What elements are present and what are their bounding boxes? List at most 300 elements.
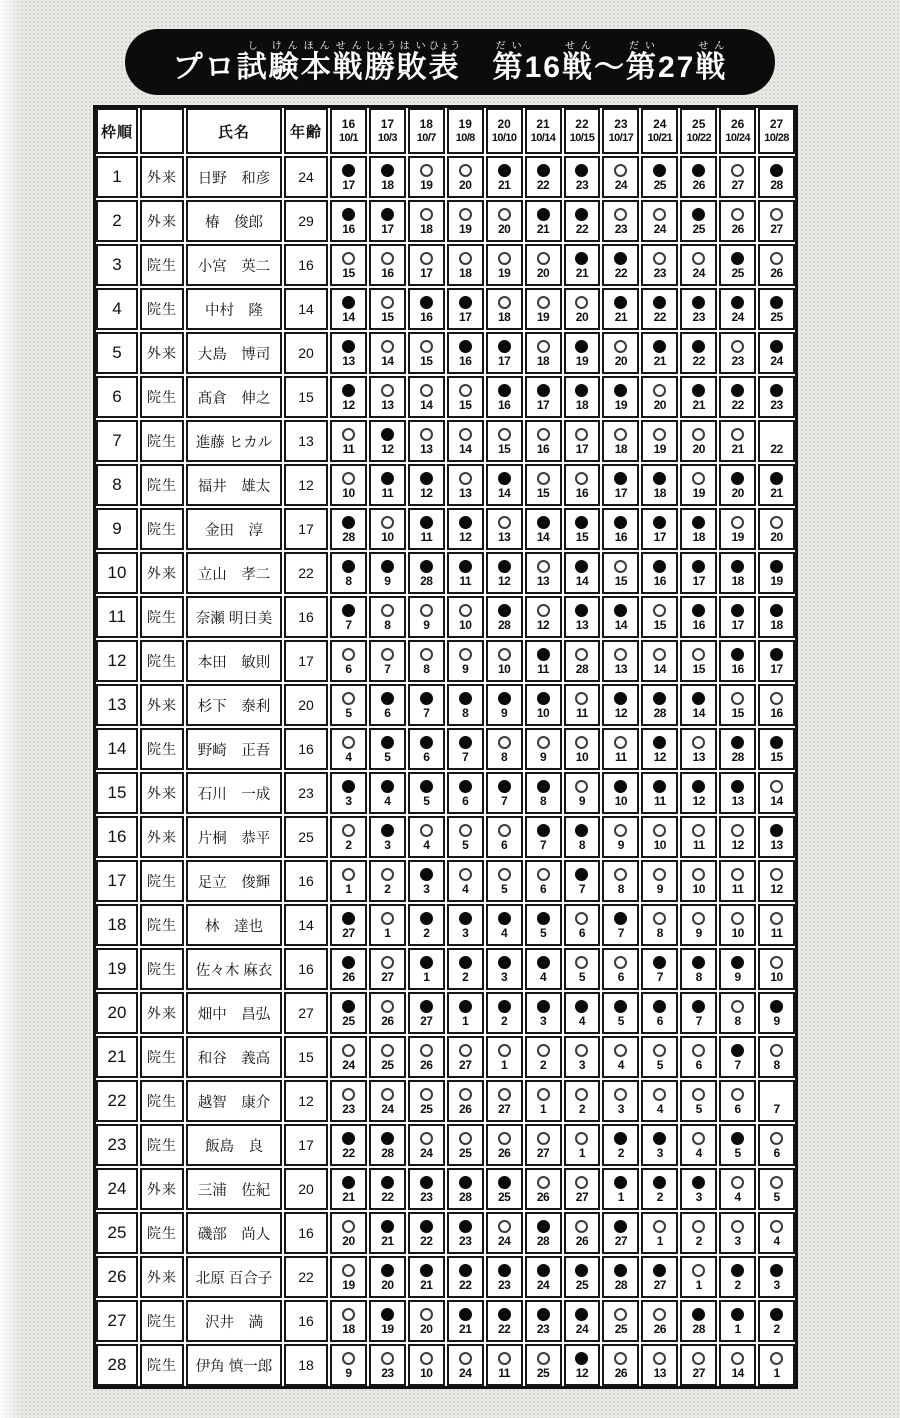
filled-circle-icon xyxy=(770,1264,783,1277)
opponent-number: 20 xyxy=(536,266,550,280)
result-cell xyxy=(330,156,367,198)
opponent-number: 16 xyxy=(731,662,744,676)
opponent-number: 14 xyxy=(536,530,550,544)
result-cell xyxy=(525,772,562,814)
opponent-number: 17 xyxy=(575,442,589,456)
filled-circle-icon xyxy=(498,956,511,969)
opponent-number: 28 xyxy=(692,1322,705,1336)
result-cell xyxy=(330,1300,367,1342)
opponent-number: 21 xyxy=(653,354,666,368)
opponent-number: 22 xyxy=(342,1146,355,1160)
filled-circle-icon xyxy=(614,1132,627,1145)
filled-circle-icon xyxy=(653,1132,666,1145)
opponent-number: 1 xyxy=(501,1058,508,1072)
opponent-number: 11 xyxy=(770,926,783,940)
result-cell xyxy=(564,860,601,902)
opponent-number: 16 xyxy=(692,618,705,632)
result-cell xyxy=(602,1124,639,1166)
open-circle-icon xyxy=(653,1352,666,1365)
open-circle-icon xyxy=(537,560,550,573)
result-cell xyxy=(564,1036,601,1078)
opponent-number: 8 xyxy=(773,1058,780,1072)
open-circle-icon xyxy=(731,1088,744,1101)
header-game xyxy=(447,108,484,154)
filled-circle-icon xyxy=(614,384,627,397)
result-cell xyxy=(602,332,639,374)
result-cell xyxy=(525,420,562,462)
result-cell xyxy=(408,1036,445,1078)
open-circle-icon xyxy=(381,340,394,353)
filled-circle-icon xyxy=(537,692,550,705)
opponent-number: 16 xyxy=(459,354,472,368)
open-circle-icon xyxy=(575,692,588,705)
name-cell: 椿 俊郎 xyxy=(186,200,282,242)
open-circle-icon xyxy=(770,1176,783,1189)
opponent-number: 9 xyxy=(384,574,391,588)
open-circle-icon xyxy=(653,252,666,265)
open-circle-icon xyxy=(381,868,394,881)
game-date: 10/28 xyxy=(764,131,789,144)
filled-circle-icon xyxy=(614,780,627,793)
open-circle-icon xyxy=(575,780,588,793)
opponent-number: 13 xyxy=(342,354,355,368)
opponent-number: 24 xyxy=(731,310,744,324)
status-cell: 外来 xyxy=(140,992,184,1034)
result-cell xyxy=(525,684,562,726)
seed-cell: 28 xyxy=(96,1344,138,1386)
filled-circle-icon xyxy=(459,516,472,529)
open-circle-icon xyxy=(653,208,666,221)
opponent-number: 22 xyxy=(653,310,666,324)
name-cell: 北原 百合子 xyxy=(186,1256,282,1298)
age-cell: 15 xyxy=(284,376,328,418)
opponent-number: 16 xyxy=(653,574,666,588)
result-cell xyxy=(369,464,406,506)
result-cell xyxy=(641,552,678,594)
open-circle-icon xyxy=(614,956,627,969)
result-cell xyxy=(564,640,601,682)
game-date: 10/8 xyxy=(455,131,475,144)
opponent-number: 8 xyxy=(617,882,624,896)
opponent-number: 13 xyxy=(770,838,783,852)
opponent-number: 12 xyxy=(497,574,511,588)
result-cell xyxy=(330,244,367,286)
opponent-number: 26 xyxy=(420,1058,433,1072)
open-circle-icon xyxy=(459,648,472,661)
opponent-number: 5 xyxy=(384,750,391,764)
opponent-number: 3 xyxy=(773,1278,780,1292)
open-circle-icon xyxy=(459,604,472,617)
opponent-number: 17 xyxy=(536,398,550,412)
opponent-number: 6 xyxy=(734,1102,741,1116)
opponent-number: 8 xyxy=(734,1014,741,1028)
result-cell xyxy=(602,508,639,550)
result-cell xyxy=(680,1124,717,1166)
opponent-number: 16 xyxy=(770,706,783,720)
result-cell xyxy=(447,1124,484,1166)
result-cell xyxy=(369,332,406,374)
opponent-number: 20 xyxy=(420,1322,433,1336)
opponent-number: 11 xyxy=(498,1366,510,1380)
opponent-number: 16 xyxy=(420,310,433,324)
open-circle-icon xyxy=(692,1352,705,1365)
filled-circle-icon xyxy=(692,164,705,177)
opponent-number: 7 xyxy=(695,1014,702,1028)
filled-circle-icon xyxy=(459,1000,472,1013)
result-cell xyxy=(564,508,601,550)
opponent-number: 17 xyxy=(692,574,705,588)
result-cell xyxy=(486,244,523,286)
result-cell xyxy=(408,332,445,374)
filled-circle-icon xyxy=(770,604,783,617)
result-cell xyxy=(564,244,601,286)
filled-circle-icon xyxy=(381,208,394,221)
open-circle-icon xyxy=(342,428,355,441)
open-circle-icon xyxy=(342,736,355,749)
filled-circle-icon xyxy=(731,560,744,573)
open-circle-icon xyxy=(420,340,433,353)
filled-circle-icon xyxy=(498,1264,511,1277)
filled-circle-icon xyxy=(420,1000,433,1013)
game-number: 22 xyxy=(575,117,589,132)
open-circle-icon xyxy=(731,208,744,221)
opponent-number: 15 xyxy=(381,310,394,324)
filled-circle-icon xyxy=(342,956,355,969)
filled-circle-icon xyxy=(420,780,433,793)
filled-circle-icon xyxy=(653,1176,666,1189)
opponent-number: 16 xyxy=(575,486,589,500)
name-cell: 三浦 佐紀 xyxy=(186,1168,282,1210)
opponent-number: 20 xyxy=(459,178,472,192)
open-circle-icon xyxy=(770,252,783,265)
opponent-number: 11 xyxy=(459,574,472,588)
filled-circle-icon xyxy=(614,604,627,617)
result-cell xyxy=(525,728,562,770)
result-cell xyxy=(525,376,562,418)
result-cell xyxy=(525,332,562,374)
result-cell xyxy=(408,464,445,506)
filled-circle-icon xyxy=(342,384,355,397)
filled-circle-icon xyxy=(498,912,511,925)
status-cell: 外来 xyxy=(140,1256,184,1298)
opponent-number: 10 xyxy=(536,706,550,720)
opponent-number: 21 xyxy=(381,1234,394,1248)
open-circle-icon xyxy=(770,912,783,925)
filled-circle-icon xyxy=(537,912,550,925)
open-circle-icon xyxy=(575,1132,588,1145)
result-cell xyxy=(525,904,562,946)
opponent-number: 13 xyxy=(614,662,628,676)
opponent-number: 9 xyxy=(462,662,469,676)
opponent-number: 2 xyxy=(539,1058,547,1072)
result-cell xyxy=(719,508,756,550)
filled-circle-icon xyxy=(498,560,511,573)
open-circle-icon xyxy=(420,384,433,397)
open-circle-icon xyxy=(692,252,705,265)
result-cell xyxy=(758,816,795,858)
opponent-number: 28 xyxy=(497,618,511,632)
result-cell xyxy=(564,684,601,726)
opponent-number: 24 xyxy=(770,354,783,368)
result-cell xyxy=(330,464,367,506)
opponent-number: 20 xyxy=(731,486,744,500)
result-cell xyxy=(447,156,484,198)
status-cell: 院生 xyxy=(140,728,184,770)
filled-circle-icon xyxy=(575,1352,588,1365)
opponent-number: 24 xyxy=(497,1234,511,1248)
header-status xyxy=(140,108,184,154)
opponent-number: 22 xyxy=(420,1234,433,1248)
filled-circle-icon xyxy=(342,516,355,529)
result-cell xyxy=(564,816,601,858)
status-cell: 院生 xyxy=(140,464,184,506)
result-cell xyxy=(369,1036,406,1078)
opponent-number: 13 xyxy=(536,574,550,588)
opponent-number: 4 xyxy=(617,1058,624,1072)
open-circle-icon xyxy=(381,1000,394,1013)
opponent-number: 16 xyxy=(614,530,628,544)
result-cell xyxy=(758,728,795,770)
result-cell xyxy=(564,728,601,770)
open-circle-icon xyxy=(381,912,394,925)
opponent-number: 18 xyxy=(653,486,666,500)
filled-circle-icon xyxy=(381,472,394,485)
filled-circle-icon xyxy=(653,956,666,969)
result-cell xyxy=(719,684,756,726)
result-cell xyxy=(758,640,795,682)
opponent-number: 27 xyxy=(381,970,394,984)
opponent-number: 15 xyxy=(692,662,705,676)
opponent-number: 28 xyxy=(770,178,783,192)
filled-circle-icon xyxy=(653,736,666,749)
result-cell xyxy=(408,860,445,902)
game-number: 20 xyxy=(497,117,511,132)
opponent-number: 14 xyxy=(575,574,589,588)
opponent-number: 1 xyxy=(462,1014,469,1028)
result-cell xyxy=(602,244,639,286)
open-circle-icon xyxy=(498,1088,511,1101)
age-cell: 14 xyxy=(284,904,328,946)
result-cell xyxy=(525,948,562,990)
age-cell: 17 xyxy=(284,640,328,682)
opponent-number: 27 xyxy=(420,1014,433,1028)
filled-circle-icon xyxy=(770,1000,783,1013)
result-cell xyxy=(486,200,523,242)
name-cell: 佐々木 麻衣 xyxy=(186,948,282,990)
filled-circle-icon xyxy=(420,516,433,529)
name-cell: 中村 隆 xyxy=(186,288,282,330)
age-cell: 22 xyxy=(284,552,328,594)
opponent-number: 27 xyxy=(653,1278,666,1292)
result-cell xyxy=(602,156,639,198)
result-cell xyxy=(719,860,756,902)
filled-circle-icon xyxy=(459,1176,472,1189)
filled-circle-icon xyxy=(692,1308,705,1321)
open-circle-icon xyxy=(342,1088,355,1101)
result-cell xyxy=(641,332,678,374)
filled-circle-icon xyxy=(614,692,627,705)
filled-circle-icon xyxy=(731,1132,744,1145)
open-circle-icon xyxy=(575,428,588,441)
open-circle-icon xyxy=(537,1352,550,1365)
opponent-number: 22 xyxy=(731,398,744,412)
open-circle-icon xyxy=(770,780,783,793)
result-cell xyxy=(758,244,795,286)
filled-circle-icon xyxy=(770,1308,783,1321)
opponent-number: 8 xyxy=(578,838,586,852)
filled-circle-icon xyxy=(342,340,355,353)
result-cell xyxy=(330,288,367,330)
result-cell xyxy=(330,684,367,726)
result-cell xyxy=(564,288,601,330)
result-cell xyxy=(602,1256,639,1298)
name-cell: 杉下 泰利 xyxy=(186,684,282,726)
game-date: 10/14 xyxy=(530,131,556,144)
opponent-number: 4 xyxy=(384,794,391,808)
result-cell xyxy=(369,1124,406,1166)
opponent-number: 1 xyxy=(539,1102,547,1116)
open-circle-icon xyxy=(731,164,744,177)
open-circle-icon xyxy=(614,208,627,221)
result-cell xyxy=(447,332,484,374)
result-cell xyxy=(719,640,756,682)
result-cell xyxy=(758,464,795,506)
result-cell xyxy=(525,1344,562,1386)
filled-circle-icon xyxy=(653,516,666,529)
opponent-number: 9 xyxy=(773,1014,780,1028)
game-date: 10/17 xyxy=(608,131,634,144)
filled-circle-icon xyxy=(459,692,472,705)
result-cell xyxy=(408,728,445,770)
filled-circle-icon xyxy=(731,252,744,265)
status-cell: 外来 xyxy=(140,816,184,858)
result-cell xyxy=(447,640,484,682)
result-cell xyxy=(758,1080,795,1122)
opponent-number: 20 xyxy=(381,1278,394,1292)
opponent-number: 20 xyxy=(653,398,666,412)
name-cell: 小宮 英二 xyxy=(186,244,282,286)
age-cell: 16 xyxy=(284,1300,328,1342)
result-cell xyxy=(447,596,484,638)
opponent-number: 15 xyxy=(420,354,433,368)
status-cell: 院生 xyxy=(140,1300,184,1342)
opponent-number: 26 xyxy=(536,1190,550,1204)
result-cell xyxy=(525,860,562,902)
result-cell xyxy=(719,464,756,506)
result-cell xyxy=(758,948,795,990)
result-cell xyxy=(641,772,678,814)
filled-circle-icon xyxy=(537,516,550,529)
result-cell xyxy=(486,728,523,770)
filled-circle-icon xyxy=(420,912,433,925)
seed-cell: 12 xyxy=(96,640,138,682)
open-circle-icon xyxy=(498,296,511,309)
result-cell xyxy=(369,1212,406,1254)
opponent-number: 2 xyxy=(734,1278,741,1292)
open-circle-icon xyxy=(770,208,783,221)
open-circle-icon xyxy=(459,1044,472,1057)
opponent-number: 13 xyxy=(575,618,589,632)
seed-cell: 17 xyxy=(96,860,138,902)
opponent-number: 10 xyxy=(614,794,628,808)
filled-circle-icon xyxy=(575,560,588,573)
opponent-number: 25 xyxy=(653,178,666,192)
status-cell: 院生 xyxy=(140,508,184,550)
open-circle-icon xyxy=(381,1088,394,1101)
seed-cell: 8 xyxy=(96,464,138,506)
filled-circle-icon xyxy=(537,956,550,969)
result-cell xyxy=(564,904,601,946)
opponent-number: 25 xyxy=(575,1278,589,1292)
opponent-number: 19 xyxy=(575,354,589,368)
opponent-number: 4 xyxy=(695,1146,702,1160)
age-cell: 16 xyxy=(284,728,328,770)
result-cell xyxy=(408,1300,445,1342)
opponent-number: 17 xyxy=(653,530,666,544)
opponent-number: 14 xyxy=(614,618,628,632)
open-circle-icon xyxy=(653,1308,666,1321)
result-cell xyxy=(369,596,406,638)
result-cell xyxy=(719,1256,756,1298)
result-cell xyxy=(408,1344,445,1386)
result-cell xyxy=(525,1300,562,1342)
filled-circle-icon xyxy=(692,1000,705,1013)
result-cell xyxy=(369,992,406,1034)
opponent-number: 18 xyxy=(731,574,744,588)
open-circle-icon xyxy=(459,208,472,221)
opponent-number: 19 xyxy=(770,574,783,588)
filled-circle-icon xyxy=(420,560,433,573)
status-cell: 院生 xyxy=(140,1212,184,1254)
name-cell: 和谷 義高 xyxy=(186,1036,282,1078)
status-cell: 外来 xyxy=(140,1168,184,1210)
result-cell xyxy=(680,1080,717,1122)
open-circle-icon xyxy=(692,1264,705,1277)
filled-circle-icon xyxy=(575,384,588,397)
opponent-number: 3 xyxy=(734,1234,741,1248)
filled-circle-icon xyxy=(614,1220,627,1233)
game-number: 24 xyxy=(653,117,667,132)
result-cell xyxy=(680,552,717,594)
result-cell xyxy=(758,332,795,374)
header-game xyxy=(486,108,523,154)
filled-circle-icon xyxy=(653,296,666,309)
filled-circle-icon xyxy=(381,164,394,177)
opponent-number: 7 xyxy=(423,706,430,720)
opponent-number: 21 xyxy=(614,310,628,324)
opponent-number: 1 xyxy=(345,882,352,896)
result-cell xyxy=(719,904,756,946)
seed-cell: 21 xyxy=(96,1036,138,1078)
status-cell: 院生 xyxy=(140,1080,184,1122)
filled-circle-icon xyxy=(770,340,783,353)
opponent-number: 25 xyxy=(731,266,744,280)
opponent-number: 8 xyxy=(501,750,508,764)
filled-circle-icon xyxy=(731,1308,744,1321)
open-circle-icon xyxy=(420,428,433,441)
opponent-number: 12 xyxy=(536,618,550,632)
result-cell xyxy=(369,244,406,286)
status-cell: 外来 xyxy=(140,200,184,242)
open-circle-icon xyxy=(770,868,783,881)
result-cell xyxy=(564,200,601,242)
open-circle-icon xyxy=(459,384,472,397)
game-date: 10/7 xyxy=(416,131,436,144)
opponent-number: 2 xyxy=(345,838,352,852)
header-name: 氏名 xyxy=(186,108,282,154)
opponent-number: 19 xyxy=(420,178,433,192)
opponent-number: 5 xyxy=(345,706,352,720)
